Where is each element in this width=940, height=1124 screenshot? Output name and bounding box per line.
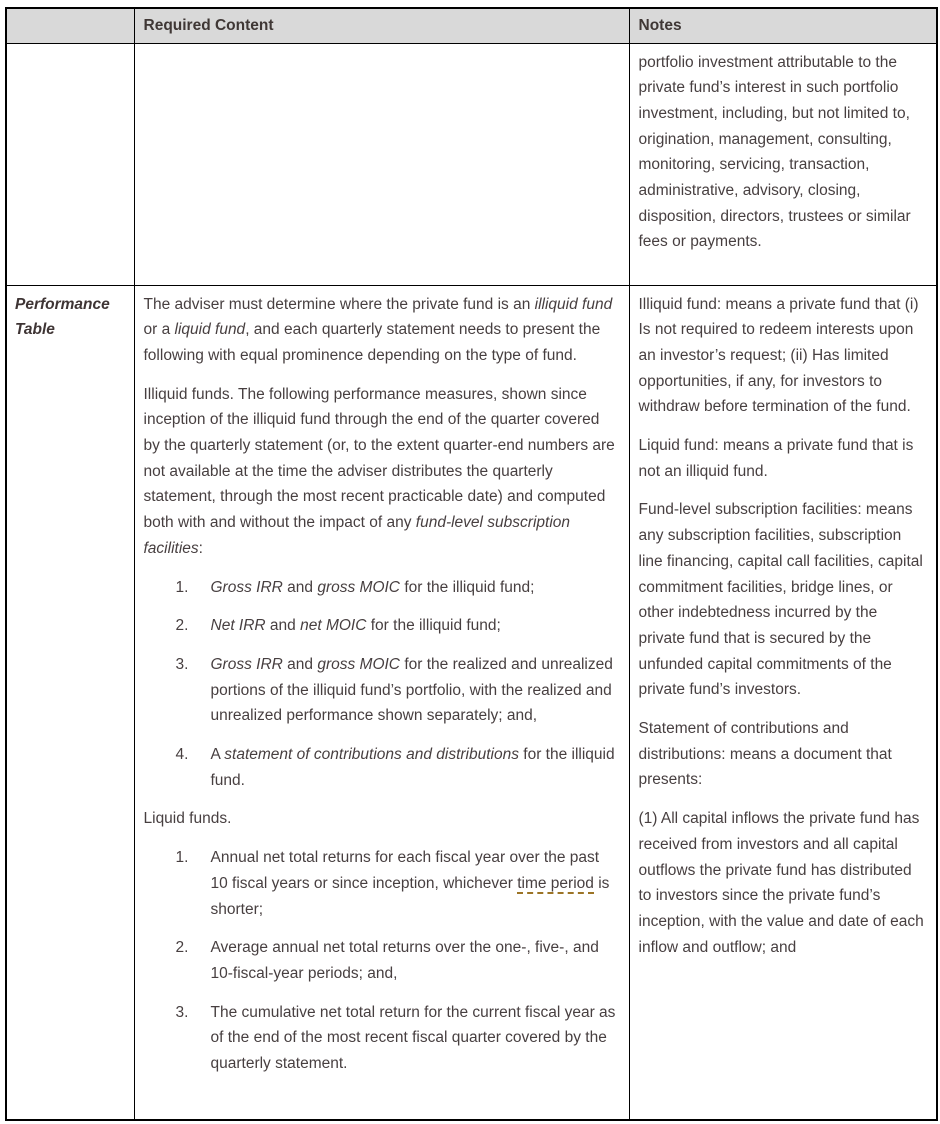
required-paragraph-intro: The adviser must determine where the private fund is an illiquid fund or a liquid fund, and each quarterly statement needs to present the following with equal prominence depending on the type of fund. bbox=[143, 295, 613, 364]
header-empty-cell bbox=[6, 8, 134, 43]
required-paragraph-liquid: Liquid funds. bbox=[143, 810, 232, 828]
notes-definition-statement: Statement of contributions and distributions: means a document that presents: bbox=[638, 720, 892, 789]
header-required-content: Required Content bbox=[134, 8, 629, 43]
list-item-number: 1. bbox=[175, 849, 189, 867]
performance-required-cell bbox=[134, 285, 629, 1120]
list-item-text: Annual net total returns for each fiscal year over the past 10 fiscal years or since inception, whichever time period is shorter; bbox=[210, 849, 610, 918]
notes-definition-liquid-fund: Liquid fund: means a private fund that is not an illiquid fund. bbox=[638, 437, 914, 480]
table-row-performance bbox=[6, 285, 937, 1120]
list-item-text: Gross IRR and gross MOIC for the illiquid fund; bbox=[210, 578, 535, 596]
list-item-number: 2. bbox=[175, 617, 189, 635]
list-item-illiquid-4 bbox=[144, 742, 619, 793]
list-item-liquid-1 bbox=[144, 845, 619, 922]
continuation-notes-cell bbox=[629, 43, 937, 285]
notes-definition-illiquid-fund: Illiquid fund: means a private fund that (i) Is not required to redeem interests upon an investor’s request; (ii) Has limited opportunities, if any, for investors to withdraw before termination of the fund. bbox=[638, 295, 919, 416]
table-row-continuation bbox=[6, 43, 937, 285]
list-item-illiquid-2 bbox=[144, 613, 619, 639]
list-item-liquid-2 bbox=[144, 935, 619, 986]
continuation-label-cell bbox=[6, 43, 134, 285]
performance-notes-cell bbox=[629, 285, 937, 1120]
list-item-liquid-3 bbox=[144, 1000, 619, 1077]
performance-table-label: Performance Table bbox=[15, 295, 110, 339]
list-item-number: 2. bbox=[175, 939, 189, 957]
list-item-number: 3. bbox=[175, 1003, 189, 1021]
list-item-illiquid-1 bbox=[144, 575, 619, 601]
list-item-text: Net IRR and net MOIC for the illiquid fund; bbox=[210, 617, 501, 635]
notes-statement-clause-1: (1) All capital inflows the private fund has received from investors and all capital outflows the private fund has distributed to investors since the private fund’s inception, with the value and date of each inflow and outflow; and bbox=[638, 810, 924, 956]
list-item-number: 1. bbox=[175, 578, 189, 596]
list-item-illiquid-3 bbox=[144, 652, 619, 729]
requirements-table bbox=[5, 7, 938, 1121]
list-item-text: The cumulative net total return for the current fiscal year as of the end of the most recent fiscal quarter covered by the quarterly statement. bbox=[210, 1003, 616, 1073]
required-paragraph-illiquid: Illiquid funds. The following performance measures, shown since inception of the illiquid fund through the end of the quarter covered by the quarterly statement (or, to the extent quarter-end numbers are not available at the time the adviser distributes the quarterly statement, through the most recent practicable date) and computed both with and without the impact of any fund-level subscription facilities: bbox=[143, 385, 615, 557]
continuation-required-cell bbox=[134, 43, 629, 285]
list-item-text: Gross IRR and gross MOIC for the realized and unrealized portions of the illiquid fund’s portfolio, with the realized and unrealized performance shown separately; and, bbox=[210, 655, 613, 725]
list-item-number: 4. bbox=[175, 746, 189, 764]
list-item-text: Average annual net total returns over the one-, five-, and 10-fiscal-year periods; and, bbox=[210, 939, 599, 982]
header-notes: Notes bbox=[629, 8, 937, 43]
list-item-text: A statement of contributions and distributions for the illiquid fund. bbox=[210, 746, 615, 789]
list-item-number: 3. bbox=[175, 655, 189, 673]
notes-paragraph: portfolio investment attributable to the private fund’s interest in such portfolio investment, including, but not limited to, origination, management, consulting, monitoring, servicing, transaction, administrative, advisory, closing, disposition, directors, trustees or similar fees or payments. bbox=[638, 53, 911, 251]
table-header-row bbox=[6, 8, 937, 43]
notes-definition-subscription-facilities: Fund-level subscription facilities: means any subscription facilities, subscription line financing, capital call facilities, capital commitment facilities, bridge lines, or other indebtedness incurred by the private fund that is secured by the unfunded capital commitments of the private fund’s investors. bbox=[638, 501, 923, 699]
performance-label-cell bbox=[6, 285, 134, 1120]
